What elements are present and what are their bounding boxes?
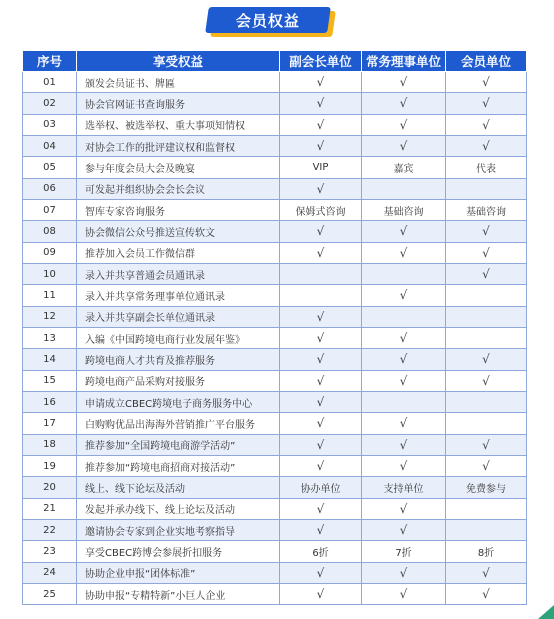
table-row xyxy=(23,285,527,306)
right-name: 发起并承办线下、线上论坛及活动 xyxy=(77,498,280,519)
row-number: 19 xyxy=(23,455,77,476)
executive-director-value: √ xyxy=(362,455,446,476)
vice-president-value: √ xyxy=(280,498,362,519)
title-badge-bg xyxy=(205,7,331,33)
table-row xyxy=(23,306,527,327)
right-name: 邀请协会专家到企业实地考察指导 xyxy=(77,519,280,540)
vice-president-value: √ xyxy=(280,583,362,604)
executive-director-value: 7折 xyxy=(362,541,446,562)
table-row xyxy=(23,221,527,242)
section-title-badge xyxy=(207,7,334,37)
table-row xyxy=(23,370,527,391)
table-row xyxy=(23,72,527,93)
table-row xyxy=(23,562,527,583)
row-number: 16 xyxy=(23,391,77,412)
right-name: 录入并共享常务理事单位通讯录 xyxy=(77,285,280,306)
member-value: √ xyxy=(446,242,527,263)
executive-director-value: √ xyxy=(362,519,446,540)
table-row xyxy=(23,455,527,476)
table-row xyxy=(23,327,527,348)
right-name: 对协会工作的批评建议权和监督权 xyxy=(77,135,280,156)
row-number: 07 xyxy=(23,199,77,220)
row-number: 18 xyxy=(23,434,77,455)
header-benefit: 享受权益 xyxy=(77,51,280,72)
vice-president-value: √ xyxy=(280,72,362,93)
right-name: 推荐参加“全国跨境电商游学活动” xyxy=(77,434,280,455)
member-value xyxy=(446,498,527,519)
table-row xyxy=(23,114,527,135)
vice-president-value: √ xyxy=(280,413,362,434)
right-name: 协会官网证书查询服务 xyxy=(77,93,280,114)
right-name: 白购购优品出海海外营销推广平台服务 xyxy=(77,413,280,434)
vice-president-value: 6折 xyxy=(280,541,362,562)
executive-director-value xyxy=(362,391,446,412)
vice-president-value: √ xyxy=(280,221,362,242)
right-name: 协助申报“专精特新”小巨人企业 xyxy=(77,583,280,604)
row-number: 22 xyxy=(23,519,77,540)
member-value: √ xyxy=(446,562,527,583)
member-value: 免费参与 xyxy=(446,477,527,498)
executive-director-value: √ xyxy=(362,349,446,370)
row-number: 12 xyxy=(23,306,77,327)
vice-president-value: √ xyxy=(280,93,362,114)
right-name: 智库专家咨询服务 xyxy=(77,199,280,220)
right-name: 申请成立CBEC跨境电子商务服务中心 xyxy=(77,391,280,412)
executive-director-value: √ xyxy=(362,413,446,434)
member-value: √ xyxy=(446,263,527,284)
table-row xyxy=(23,263,527,284)
member-value: √ xyxy=(446,114,527,135)
row-number: 17 xyxy=(23,413,77,434)
right-name: 入编《中国跨境电商行业发展年鉴》 xyxy=(77,327,280,348)
vice-president-value xyxy=(280,285,362,306)
right-name: 可发起并组织协会会长会议 xyxy=(77,178,280,199)
vice-president-value: √ xyxy=(280,135,362,156)
right-name: 录入并共享副会长单位通讯录 xyxy=(77,306,280,327)
table-row xyxy=(23,498,527,519)
member-value: √ xyxy=(446,583,527,604)
row-number: 14 xyxy=(23,349,77,370)
vice-president-value: √ xyxy=(280,434,362,455)
table-row xyxy=(23,242,527,263)
row-number: 05 xyxy=(23,157,77,178)
vice-president-value: 保姆式咨询 xyxy=(280,199,362,220)
right-name: 享受CBEC跨博会参展折扣服务 xyxy=(77,541,280,562)
vice-president-value: √ xyxy=(280,455,362,476)
row-number: 09 xyxy=(23,242,77,263)
corner-decoration xyxy=(538,605,554,619)
executive-director-value: √ xyxy=(362,135,446,156)
right-name: 协助企业申报“团体标准” xyxy=(77,562,280,583)
right-name: 颁发会员证书、牌匾 xyxy=(77,72,280,93)
member-value xyxy=(446,413,527,434)
member-value: √ xyxy=(446,135,527,156)
executive-director-value: √ xyxy=(362,242,446,263)
executive-director-value: √ xyxy=(362,114,446,135)
executive-director-value: √ xyxy=(362,327,446,348)
executive-director-value: √ xyxy=(362,93,446,114)
vice-president-value xyxy=(280,263,362,284)
row-number: 01 xyxy=(23,72,77,93)
executive-director-value: √ xyxy=(362,434,446,455)
row-number: 08 xyxy=(23,221,77,242)
member-value: 代表 xyxy=(446,157,527,178)
executive-director-value: √ xyxy=(362,370,446,391)
right-name: 协会微信公众号推送宣传软文 xyxy=(77,221,280,242)
executive-director-value: 基础咨询 xyxy=(362,199,446,220)
table-body xyxy=(23,72,527,605)
vice-president-value: 协办单位 xyxy=(280,477,362,498)
header-member-unit: 会员单位 xyxy=(446,51,527,72)
row-number: 03 xyxy=(23,114,77,135)
member-value: √ xyxy=(446,72,527,93)
member-value: 基础咨询 xyxy=(446,199,527,220)
table-row xyxy=(23,477,527,498)
executive-director-value: √ xyxy=(362,583,446,604)
table-row xyxy=(23,391,527,412)
member-value: √ xyxy=(446,455,527,476)
member-value: √ xyxy=(446,370,527,391)
row-number: 11 xyxy=(23,285,77,306)
member-value xyxy=(446,285,527,306)
header-vice-president-unit: 副会长单位 xyxy=(280,51,362,72)
table-row xyxy=(23,519,527,540)
benefits-table xyxy=(22,50,527,605)
right-name: 跨境电商人才共育及推荐服务 xyxy=(77,349,280,370)
row-number: 04 xyxy=(23,135,77,156)
row-number: 23 xyxy=(23,541,77,562)
executive-director-value xyxy=(362,263,446,284)
member-value xyxy=(446,327,527,348)
vice-president-value: √ xyxy=(280,562,362,583)
vice-president-value: √ xyxy=(280,178,362,199)
table-row xyxy=(23,541,527,562)
header-number: 序号 xyxy=(23,51,77,72)
table-row xyxy=(23,178,527,199)
member-value: √ xyxy=(446,221,527,242)
member-value xyxy=(446,519,527,540)
row-number: 06 xyxy=(23,178,77,199)
table-row xyxy=(23,199,527,220)
vice-president-value: √ xyxy=(280,349,362,370)
row-number: 25 xyxy=(23,583,77,604)
right-name: 选举权、被选举权、重大事项知情权 xyxy=(77,114,280,135)
vice-president-value: √ xyxy=(280,114,362,135)
table-row xyxy=(23,583,527,604)
vice-president-value: √ xyxy=(280,306,362,327)
member-value: √ xyxy=(446,434,527,455)
row-number: 15 xyxy=(23,370,77,391)
executive-director-value: √ xyxy=(362,72,446,93)
table-row xyxy=(23,135,527,156)
executive-director-value: 支持单位 xyxy=(362,477,446,498)
table-row xyxy=(23,434,527,455)
executive-director-value: √ xyxy=(362,498,446,519)
executive-director-value: √ xyxy=(362,221,446,242)
vice-president-value: √ xyxy=(280,242,362,263)
member-value: 8折 xyxy=(446,541,527,562)
table-row xyxy=(23,413,527,434)
right-name: 参与年度会员大会及晚宴 xyxy=(77,157,280,178)
executive-director-value xyxy=(362,306,446,327)
vice-president-value: VIP xyxy=(280,157,362,178)
table-row xyxy=(23,93,527,114)
executive-director-value xyxy=(362,178,446,199)
row-number: 02 xyxy=(23,93,77,114)
right-name: 跨境电商产品采购对接服务 xyxy=(77,370,280,391)
vice-president-value: √ xyxy=(280,519,362,540)
right-name: 录入并共享普通会员通讯录 xyxy=(77,263,280,284)
member-value xyxy=(446,391,527,412)
vice-president-value: √ xyxy=(280,391,362,412)
table-row xyxy=(23,157,527,178)
header-executive-director-unit: 常务理事单位 xyxy=(362,51,446,72)
right-name: 线上、线下论坛及活动 xyxy=(77,477,280,498)
row-number: 13 xyxy=(23,327,77,348)
row-number: 21 xyxy=(23,498,77,519)
page-title: 会员权益 xyxy=(235,11,300,30)
member-value xyxy=(446,178,527,199)
executive-director-value: 嘉宾 xyxy=(362,157,446,178)
member-value: √ xyxy=(446,93,527,114)
table-header-row xyxy=(23,51,527,72)
table-row xyxy=(23,349,527,370)
row-number: 24 xyxy=(23,562,77,583)
vice-president-value: √ xyxy=(280,327,362,348)
row-number: 20 xyxy=(23,477,77,498)
executive-director-value: √ xyxy=(362,562,446,583)
right-name: 推荐加入会员工作微信群 xyxy=(77,242,280,263)
row-number: 10 xyxy=(23,263,77,284)
executive-director-value: √ xyxy=(362,285,446,306)
member-value xyxy=(446,306,527,327)
member-value: √ xyxy=(446,349,527,370)
vice-president-value: √ xyxy=(280,370,362,391)
right-name: 推荐参加“跨境电商招商对接活动” xyxy=(77,455,280,476)
